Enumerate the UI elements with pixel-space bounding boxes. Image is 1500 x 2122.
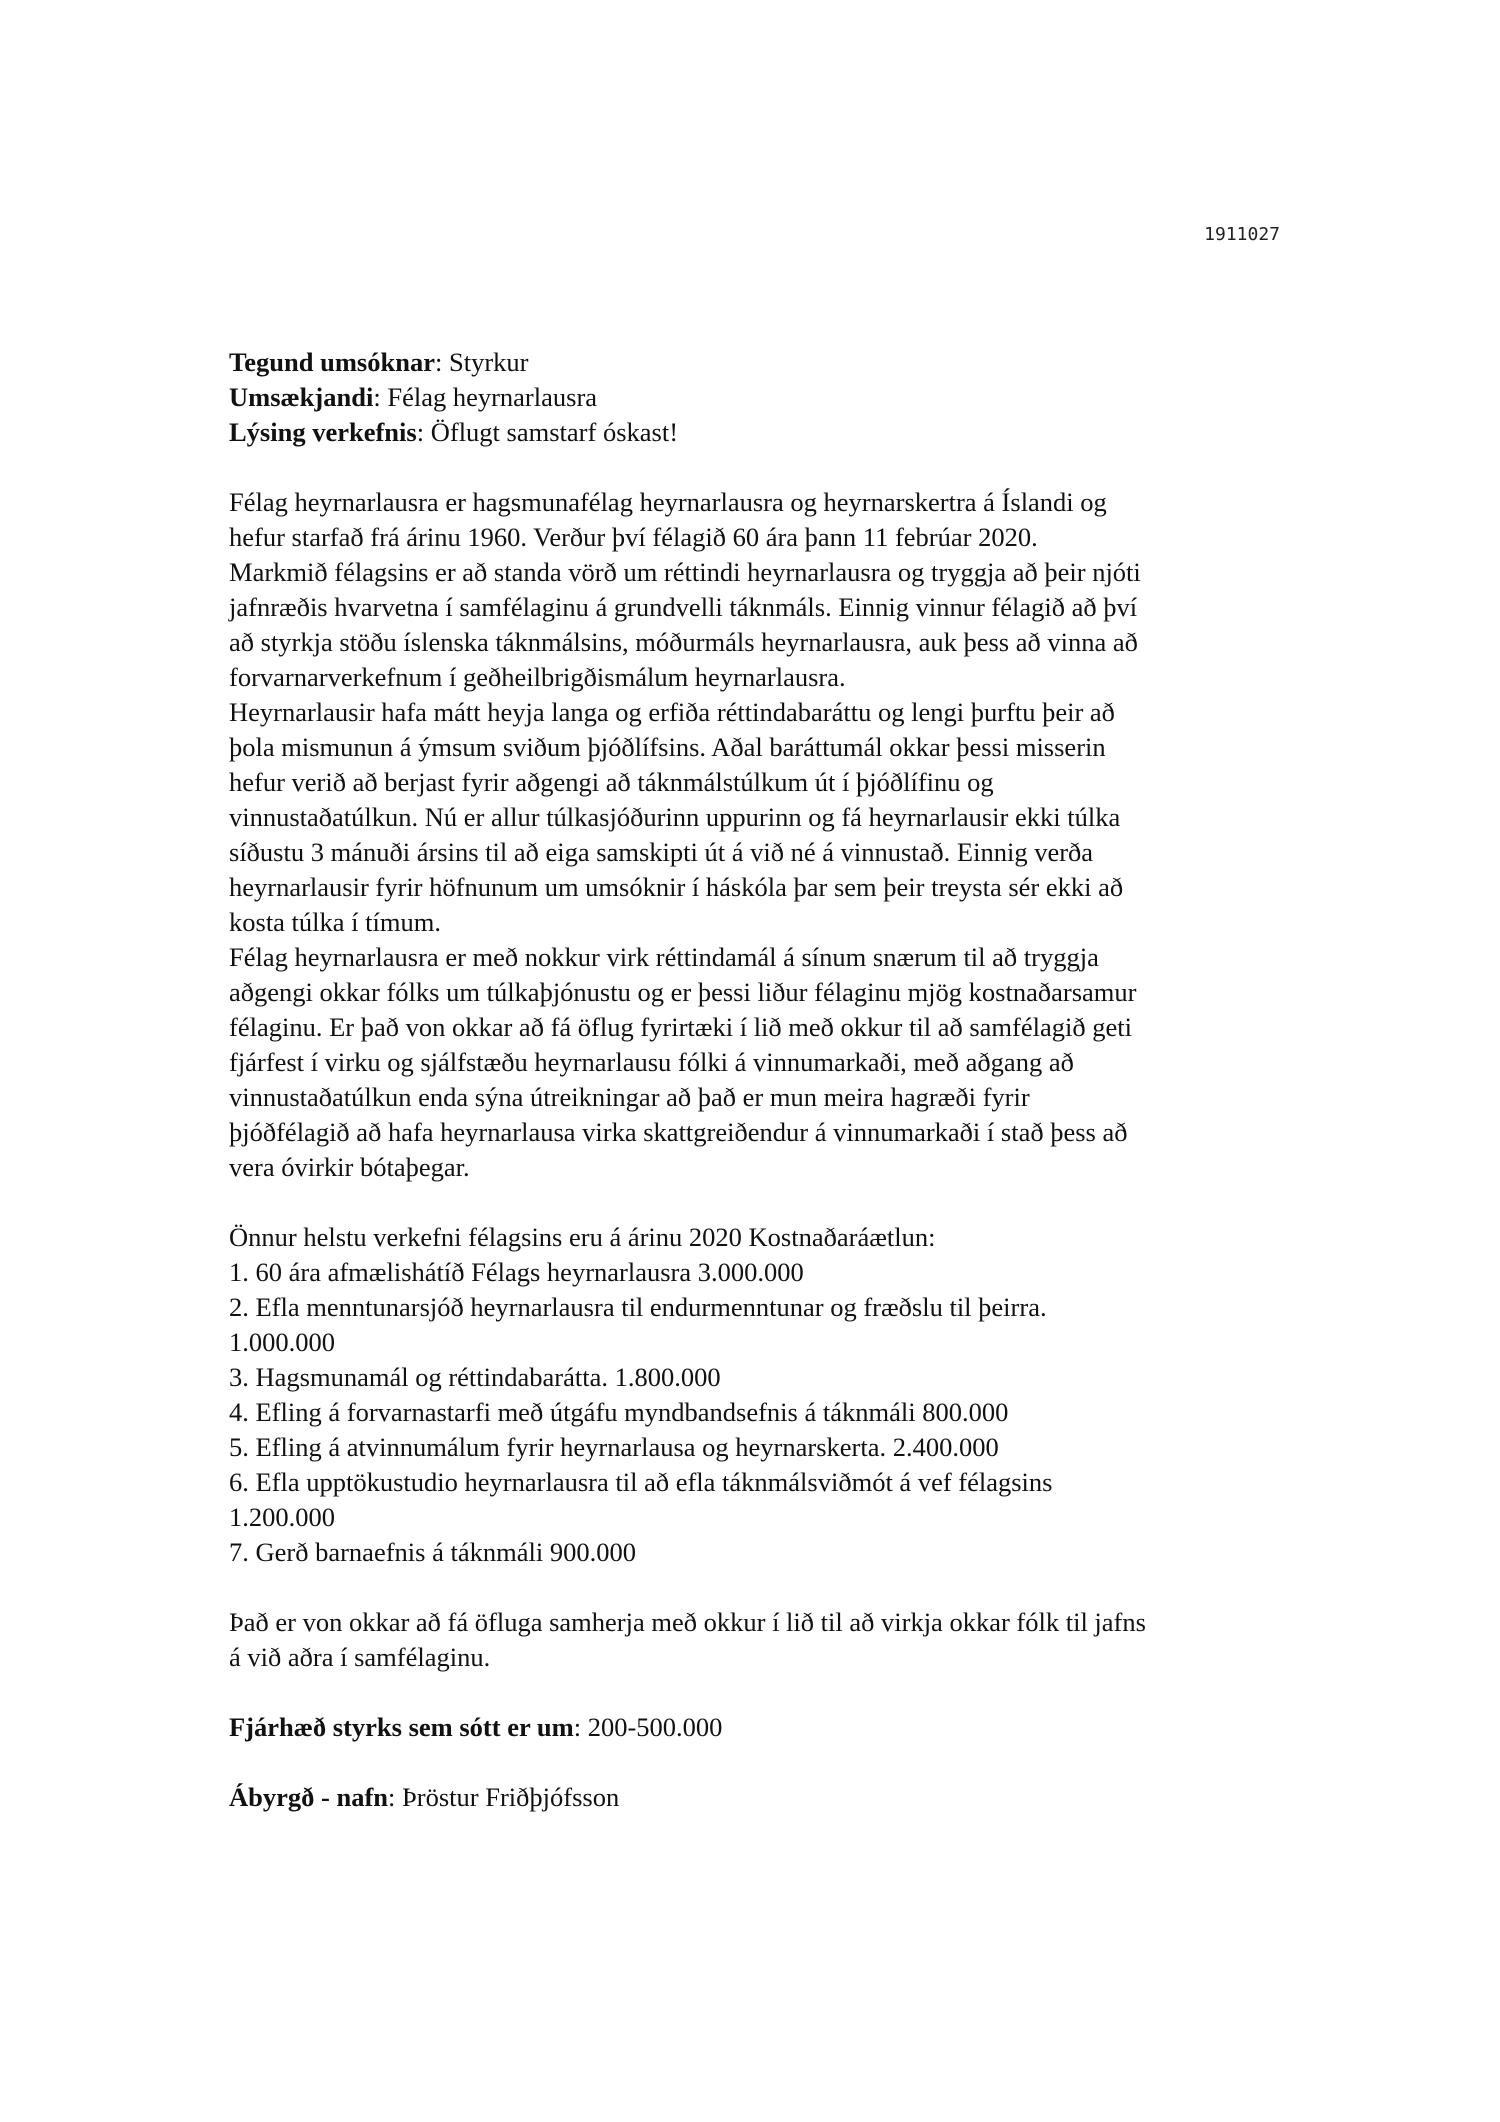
- body-line: félaginu. Er það von okkar að fá öflug fyrirtæki í lið með okkur til að samfélagið geti: [229, 1012, 1132, 1042]
- task-item: 7. Gerð barnaefnis á táknmáli 900.000: [229, 1537, 636, 1567]
- responsible-line: Ábyrgð - nafn: Þröstur Friðþjófsson: [229, 1782, 620, 1812]
- closing-text: [229, 1605, 1289, 1675]
- application-type-line: Tegund umsóknar: Styrkur: [229, 347, 529, 377]
- grant-amount-label: Fjárhæð styrks sem sótt er um: [229, 1712, 574, 1742]
- body-line: forvarnarverkefnum í geðheilbrigðismálum heyrnarlausra.: [229, 662, 846, 692]
- body-text: [229, 485, 1289, 1185]
- closing-line: Það er von okkar að fá öfluga samherja með okkur í lið til að virkja okkar fólk til jafns: [229, 1607, 1146, 1637]
- body-line: jafnræðis hvarvetna í samfélaginu á grundvelli táknmáls. Einnig vinnur félagið að því: [229, 592, 1138, 622]
- body-line: Félag heyrnarlausra er hagsmunafélag heyrnarlausra og heyrnarskertra á Íslandi og: [229, 487, 1107, 517]
- body-line: vinnustaðatúlkun. Nú er allur túlkasjóðurinn uppurinn og fá heyrnarlausir ekki túlka: [229, 802, 1121, 832]
- task-item: 4. Efling á forvarnastarfi með útgáfu myndbandsefnis á táknmáli 800.000: [229, 1397, 1009, 1427]
- body-line: vinnustaðatúlkun enda sýna útreikningar að það er mun meira hagræði fyrir: [229, 1082, 1030, 1112]
- body-line: kosta túlka í tímum.: [229, 907, 441, 937]
- body-line: þola mismunun á ýmsum sviðum þjóðlífsins. Aðal baráttumál okkar þessi misserin: [229, 732, 1106, 762]
- body-line: hefur starfað frá árinu 1960. Verður því félagið 60 ára þann 11 febrúar 2020.: [229, 522, 1038, 552]
- applicant-value: Félag heyrnarlausra: [387, 382, 598, 412]
- body-line: fjárfest í virku og sjálfstæðu heyrnarlausu fólki á vinnumarkaði, með aðgang að: [229, 1047, 1074, 1077]
- grant-amount-line: Fjárhæð styrks sem sótt er um: 200-500.000: [229, 1712, 723, 1742]
- body-line: aðgengi okkar fólks um túlkaþjónustu og er þessi liður félaginu mjög kostnaðarsamur: [229, 977, 1137, 1007]
- applicant-line: Umsækjandi: Félag heyrnarlausra: [229, 382, 598, 412]
- application-type-label: Tegund umsóknar: [229, 347, 435, 377]
- document-body: [229, 345, 1289, 1815]
- body-line: að styrkja stöðu íslenska táknmálsins, móðurmáls heyrnarlausra, auk þess að vinna að: [229, 627, 1138, 657]
- tasks-list: [229, 1220, 1289, 1570]
- task-item: 5. Efling á atvinnumálum fyrir heyrnarlausa og heyrnarskerta. 2.400.000: [229, 1432, 999, 1462]
- body-line: Félag heyrnarlausra er með nokkur virk réttindamál á sínum snærum til að tryggja: [229, 942, 1099, 972]
- responsible-label: Ábyrgð - nafn: [229, 1782, 389, 1812]
- body-line: Heyrnarlausir hafa mátt heyja langa og erfiða réttindabaráttu og lengi þurftu þeir að: [229, 697, 1115, 727]
- project-description-line: Lýsing verkefnis: Öflugt samstarf óskast!: [229, 417, 679, 447]
- application-type-value: Styrkur: [448, 347, 529, 377]
- grant-amount-value: 200-500.000: [587, 1712, 723, 1742]
- body-line: vera óvirkir bótaþegar.: [229, 1152, 470, 1182]
- task-item: 3. Hagsmunamál og réttindabarátta. 1.800.000: [229, 1362, 721, 1392]
- task-item: 2. Efla menntunarsjóð heyrnarlausra til endurmenntunar og fræðslu til þeirra.: [229, 1292, 1047, 1322]
- closing-line: á við aðra í samfélaginu.: [229, 1642, 491, 1672]
- task-item: 1. 60 ára afmælishátíð Félags heyrnarlausra 3.000.000: [229, 1257, 804, 1287]
- application-header: [229, 345, 1289, 450]
- task-item: 6. Efla upptökustudio heyrnarlausra til að efla táknmálsviðmót á vef félagsins: [229, 1467, 1053, 1497]
- body-line: heyrnarlausir fyrir höfnunum um umsóknir í háskóla þar sem þeir treysta sér ekki að: [229, 872, 1124, 902]
- body-line: þjóðfélagið að hafa heyrnarlausa virka skattgreiðendur á vinnumarkaði í stað þess að: [229, 1117, 1128, 1147]
- applicant-label: Umsækjandi: [229, 382, 374, 412]
- project-description-label: Lýsing verkefnis: [229, 417, 417, 447]
- responsible-name: Þröstur Friðþjófsson: [402, 1782, 620, 1812]
- task-item-amount: 1.200.000: [229, 1502, 335, 1532]
- task-item-amount: 1.000.000: [229, 1327, 335, 1357]
- body-line: Markmið félagsins er að standa vörð um réttindi heyrnarlausra og tryggja að þeir njóti: [229, 557, 1141, 587]
- tasks-intro: Önnur helstu verkefni félagsins eru á árinu 2020 Kostnaðaráætlun:: [229, 1222, 936, 1252]
- body-line: hefur verið að berjast fyrir aðgengi að táknmálstúlkum út í þjóðlífinu og: [229, 767, 994, 797]
- body-line: síðustu 3 mánuði ársins til að eiga samskipti út á við né á vinnustað. Einnig verða: [229, 837, 1094, 867]
- document-number: 1911027: [1204, 224, 1280, 245]
- project-description-value: Öflugt samstarf óskast!: [430, 417, 679, 447]
